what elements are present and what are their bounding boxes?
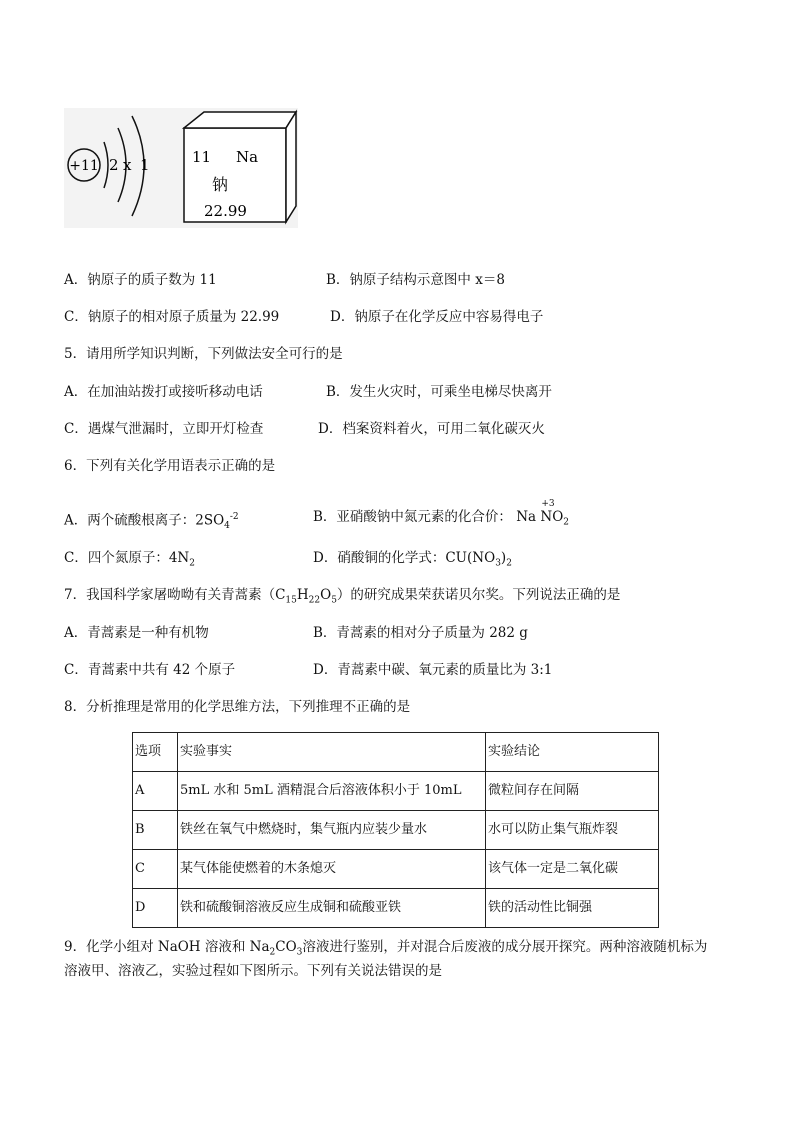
q9-line-1 bbox=[64, 938, 707, 962]
q9-sub-2: 2 bbox=[269, 947, 276, 958]
q6-d-sub1: 3 bbox=[495, 558, 501, 569]
q7-h-sub: 22 bbox=[308, 595, 321, 606]
q6-d-text: D．硝酸铜的化学式：CU(NO bbox=[313, 550, 496, 566]
table-cell: 微粒间存在间隔 bbox=[486, 772, 659, 811]
element-mass: 22.99 bbox=[204, 202, 247, 220]
table-cell: 5mL 水和 5mL 酒精混合后溶液体积小于 10mL bbox=[178, 772, 486, 811]
shell-2-electrons: x bbox=[123, 156, 132, 174]
sodium-diagram bbox=[64, 108, 298, 228]
q7-h: H bbox=[296, 587, 309, 603]
q6-b-valence: +3 bbox=[541, 499, 555, 509]
table-cell: 铁的活动性比铜强 bbox=[486, 889, 659, 928]
table-cell: D bbox=[133, 889, 178, 928]
q6-a-text: A．两个硫酸根离子：2SO bbox=[64, 512, 225, 529]
element-name: 钠 bbox=[212, 175, 229, 194]
table-cell: 该气体一定是二氧化碳 bbox=[486, 850, 659, 889]
q6-b-n: N bbox=[540, 509, 553, 525]
sodium-figure bbox=[64, 108, 298, 228]
q6-c-sub: 2 bbox=[189, 558, 195, 569]
shell-3-electrons: 1 bbox=[140, 156, 150, 174]
q4-option-d: D．钠原子在化学反应中容易得电子 bbox=[330, 309, 544, 325]
shell-arc-1 bbox=[104, 142, 108, 188]
q5-option-a: A．在加油站拨打或接听移动电话 bbox=[64, 384, 263, 400]
q7-o-sub: 5 bbox=[331, 595, 337, 606]
q7-c-sub: 15 bbox=[285, 595, 297, 606]
q6-option-b bbox=[313, 499, 570, 532]
table-cell: 某气体能使燃着的木条熄灭 bbox=[178, 850, 486, 889]
q5-option-b: B．发生火灾时，可乘坐电梯尽快离开 bbox=[326, 384, 552, 400]
q6-d-close: ) bbox=[500, 550, 507, 566]
q5-option-d: D．档案资料着火，可用二氧化碳灭火 bbox=[318, 421, 545, 437]
q7-option-d: D．青蒿素中碳、氧元素的质量比为 3:1 bbox=[313, 662, 553, 678]
q6-c-text: C．四个氮原子：4N bbox=[64, 550, 190, 566]
table-cell: B bbox=[133, 811, 178, 850]
table-cell: C bbox=[133, 850, 178, 889]
q4-option-b: B．钠原子结构示意图中 x＝8 bbox=[326, 272, 505, 288]
table-cell: 铁和硫酸铜溶液反应生成铜和硫酸亚铁 bbox=[178, 889, 486, 928]
q5-option-c: C．遇煤气泄漏时，立即开灯检查 bbox=[64, 421, 264, 437]
table-header-cell: 实验事实 bbox=[178, 733, 486, 772]
table-cell: 铁丝在氧气中燃烧时，集气瓶内应装少量水 bbox=[178, 811, 486, 850]
table-row bbox=[133, 811, 659, 850]
q6-option-d bbox=[313, 549, 512, 573]
q6-stem: 6．下列有关化学用语表示正确的是 bbox=[64, 458, 276, 474]
q9-line-2: 溶液甲、溶液乙，实验过程如下图所示。下列有关说法错误的是 bbox=[64, 963, 442, 979]
q6-b-na: Na bbox=[516, 509, 537, 525]
table-header-cell: 实验结论 bbox=[486, 733, 659, 772]
q7-option-a: A．青蒿素是一种有机物 bbox=[64, 625, 209, 641]
q4-option-a: A．钠原子的质子数为 11 bbox=[64, 272, 217, 288]
q6-d-sub2: 2 bbox=[506, 558, 512, 569]
q6-a-sub: 4 bbox=[224, 521, 230, 532]
nucleus-charge: +11 bbox=[69, 158, 99, 174]
q7-option-b: B．青蒿素的相对分子质量为 282 g bbox=[313, 625, 528, 641]
q6-b-text: B．亚硝酸钠中氮元素的化合价： bbox=[313, 509, 512, 525]
q6-option-c bbox=[64, 549, 195, 573]
tile-side bbox=[286, 112, 296, 222]
q9-line1-pre: 9．化学小组对 NaOH 溶液和 Na bbox=[64, 939, 270, 955]
table-cell: 水可以防止集气瓶炸裂 bbox=[486, 811, 659, 850]
tile-top bbox=[184, 112, 296, 128]
q6-b-o: O bbox=[552, 509, 564, 525]
q4-option-c: C．钠原子的相对原子质量为 22.99 bbox=[64, 309, 280, 325]
q7-stem bbox=[64, 586, 620, 610]
shell-1-electrons: 2 bbox=[109, 156, 119, 174]
q6-b-sub: 2 bbox=[563, 517, 570, 528]
q5-stem: 5．请用所学知识判断，下列做法安全可行的是 bbox=[64, 346, 343, 362]
q6-option-a bbox=[64, 508, 239, 535]
q6-a-sup: -2 bbox=[229, 512, 239, 522]
q7-stem-pre: 7．我国科学家屠呦呦有关青蒿素（C bbox=[64, 587, 286, 603]
q8-table bbox=[132, 732, 659, 928]
table-row bbox=[133, 889, 659, 928]
element-symbol: Na bbox=[236, 148, 259, 166]
table-row bbox=[133, 850, 659, 889]
table-cell: A bbox=[133, 772, 178, 811]
table-header-row bbox=[133, 733, 659, 772]
q7-o: O bbox=[320, 587, 332, 603]
q9-line1-post: 溶液进行鉴别，并对混合后废液的成分展开探究。两种溶液随机标为 bbox=[302, 939, 708, 955]
table-header-cell: 选项 bbox=[133, 733, 178, 772]
element-number: 11 bbox=[192, 148, 212, 166]
q9-co: CO bbox=[275, 939, 297, 955]
q8-stem: 8．分析推理是常用的化学思维方法，下列推理不正确的是 bbox=[64, 699, 411, 715]
q7-option-c: C．青蒿素中共有 42 个原子 bbox=[64, 662, 236, 678]
q9-sub-3: 3 bbox=[296, 947, 303, 958]
table-row bbox=[133, 772, 659, 811]
q7-stem-post: ）的研究成果荣获诺贝尔奖。下列说法正确的是 bbox=[336, 587, 621, 603]
q6-b-nitrogen bbox=[540, 499, 555, 526]
